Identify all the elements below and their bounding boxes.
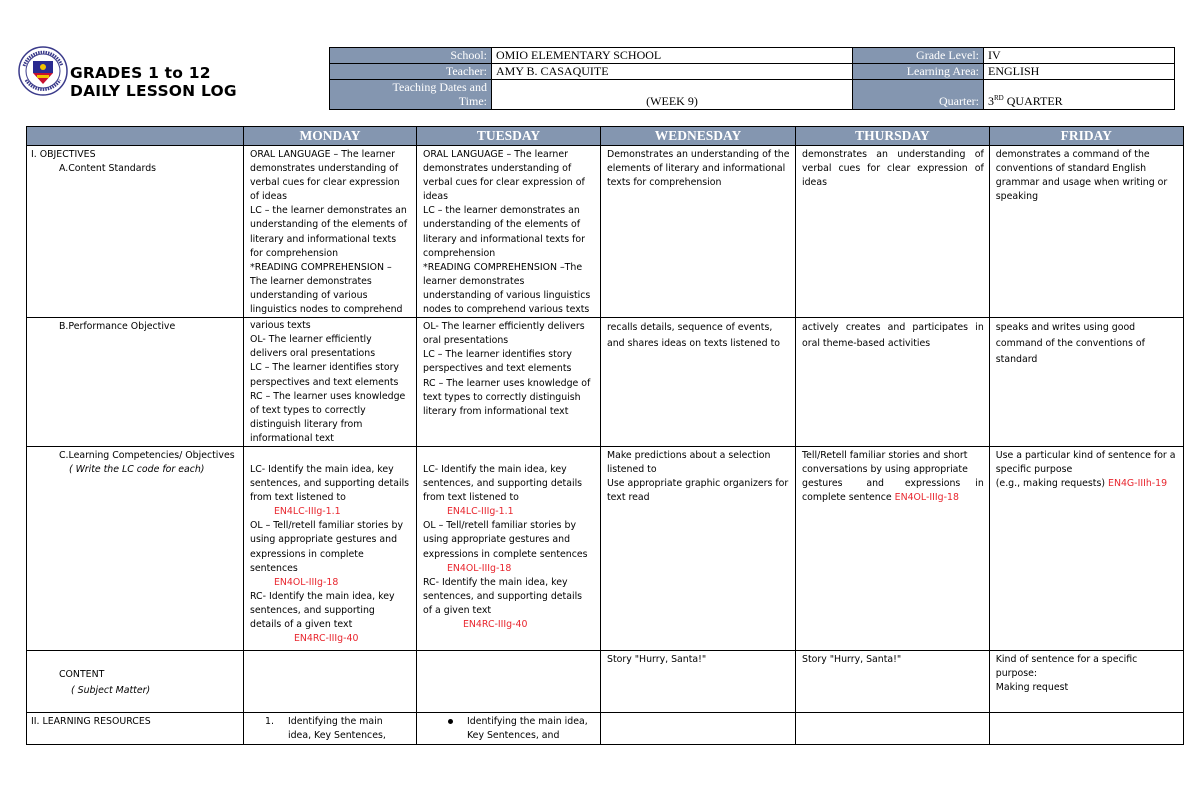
friday-learning-competencies	[989, 446, 1183, 650]
text-line: OL – Tell/retell familiar stories by	[423, 520, 577, 532]
text-line: Key Sentences, and	[467, 730, 560, 742]
quarter-label: Quarter:	[853, 80, 984, 110]
text-line: recalls details, sequence of events,	[607, 322, 773, 334]
tuesday-learning-competencies	[417, 446, 601, 650]
label-content-standards-text: A.Content Standards	[59, 163, 157, 175]
text-line: sentences, and supporting details	[250, 478, 410, 490]
day-header-thursday: THURSDAY	[796, 127, 990, 146]
teacher-value: AMY B. CASAQUITE	[492, 64, 853, 80]
teacher-label: Teacher:	[330, 64, 492, 80]
text-line: Kind of sentence for a specific purpose:	[995, 653, 1138, 680]
lc-code: EN4OL-IIIg-18	[894, 492, 959, 504]
text-line: literary and informational texts for	[423, 233, 585, 245]
text-line: RC – The learner uses knowledge of	[423, 377, 591, 389]
wednesday-performance-objective	[601, 318, 796, 447]
text-line: conversations by using appropriate	[802, 464, 968, 476]
text-line: verbal cues for clear expression	[250, 177, 400, 189]
lc-code: EN4G-IIIh-19	[1108, 478, 1168, 490]
text-fragment: (e.g., making requests)	[995, 478, 1109, 490]
thursday-learning-resources	[796, 712, 990, 744]
text-line: LC- Identify the main idea, key	[423, 463, 567, 475]
tuesday-content	[417, 650, 601, 712]
text-line: various texts	[250, 320, 311, 332]
thursday-content-standards: demonstrates an understanding of verbal cues for clear expression of ideas	[796, 146, 990, 318]
monday-learning-competencies	[244, 446, 417, 650]
text-line: linguistics nodes to comprehend	[250, 304, 403, 316]
text-line: The learner demonstrates	[250, 275, 372, 287]
day-header-friday: FRIDAY	[989, 127, 1183, 146]
text-line: LC – The learner identifies story	[250, 362, 399, 374]
text-line: for comprehension	[250, 247, 339, 259]
monday-content-standards	[244, 146, 417, 318]
quarter-number: 3	[988, 94, 994, 108]
text-line: verbal cues for clear expression of	[423, 177, 585, 189]
text-line: Identifying the main	[288, 715, 383, 727]
deped-seal-logo	[18, 46, 68, 96]
text-line: understanding of the elements of	[250, 219, 408, 231]
thursday-content: Story "Hurry, Santa!"	[796, 650, 990, 712]
row-learning-resources	[27, 712, 1184, 744]
form-title-line2: DAILY LESSON LOG	[70, 82, 237, 100]
text-line: literary and informational texts	[250, 233, 397, 245]
text-line: LC – the learner demonstrates an	[250, 205, 407, 217]
text-line: using appropriate gestures and	[423, 534, 571, 546]
text-line: from text listened to	[423, 492, 519, 504]
friday-learning-resources	[989, 712, 1183, 744]
text-line: sentences, and supporting details	[423, 590, 583, 602]
list-item-text	[467, 715, 588, 743]
text-line: demonstrates understanding of	[250, 163, 399, 175]
text-line: Use a particular kind of sentence for a	[995, 449, 1176, 461]
learning-area-label: Learning Area:	[853, 64, 984, 80]
row-content-standards	[27, 146, 1184, 318]
label-content-text: CONTENT	[59, 668, 105, 680]
text-line: of text types to correctly	[250, 404, 366, 416]
text-line: RC – The learner uses knowledge	[250, 390, 406, 402]
text-line: understanding of various	[250, 289, 368, 301]
wednesday-learning-resources	[601, 712, 796, 744]
text-line: LC – The learner identifies story	[423, 349, 572, 361]
quarter-word: QUARTER	[1003, 94, 1063, 108]
text-line: LC – the learner demonstrates an	[423, 205, 580, 217]
text-line: sentences, and supporting	[250, 604, 375, 616]
form-title-line1: GRADES 1 to 12	[70, 64, 211, 82]
daily-lesson-table	[26, 126, 1184, 745]
text-line: sentences	[250, 562, 298, 574]
monday-performance-objective	[244, 318, 417, 447]
text-line: RC- Identify the main idea, key	[250, 590, 395, 602]
text-line: ORAL LANGUAGE – The learner	[250, 149, 395, 160]
lc-code: EN4LC-IIIg-1.1	[447, 506, 514, 518]
text-line: oral presentations	[423, 335, 509, 347]
text-line: learner demonstrates	[423, 275, 525, 287]
friday-performance-objective: speaks and writes using good command of the conventions of standard	[989, 318, 1183, 447]
monday-learning-resources	[244, 712, 417, 744]
text-line: from text listened to	[250, 492, 346, 504]
text-line: and shares ideas on texts listened to	[607, 338, 781, 350]
lc-code: EN4RC-IIIg-40	[463, 619, 528, 630]
label-learning-competencies-text: C.Learning Competencies/ Objectives	[59, 449, 235, 461]
text-line: ideas	[423, 191, 448, 203]
lc-code: EN4OL-IIIg-18	[274, 576, 339, 588]
thursday-performance-objective: actively creates and participates in oral theme-based activities	[796, 318, 990, 447]
label-subject-matter: ( Subject Matter)	[71, 685, 151, 697]
lc-code: EN4RC-IIIg-40	[294, 633, 359, 645]
row-performance-objective	[27, 318, 1184, 447]
text-line: listened to	[607, 464, 657, 476]
text-line: using appropriate gestures and	[250, 534, 398, 546]
text-line: nodes to comprehend various texts	[423, 304, 590, 316]
list-bullet	[423, 715, 467, 743]
text-line: understanding of various linguistics	[423, 289, 591, 301]
text-line: details of a given text	[250, 619, 353, 630]
text-line: text types to correctly distinguish	[423, 391, 581, 403]
text-line: text read	[607, 492, 650, 504]
school-label: School:	[330, 48, 492, 64]
label-learning-competencies	[27, 446, 244, 650]
list-item	[250, 715, 411, 743]
school-value: OMIO ELEMENTARY SCHOOL	[492, 48, 853, 64]
text-line: perspectives and text elements	[423, 363, 572, 375]
label-content-standards	[27, 146, 244, 318]
quarter-suffix: RD	[994, 94, 1004, 102]
text-line: gestures and expressions in	[802, 478, 984, 490]
text-line: literary from informational text	[423, 405, 569, 417]
text-line: specific purpose	[995, 464, 1073, 476]
lc-code: EN4LC-IIIg-1.1	[274, 506, 341, 518]
list-item-text	[288, 715, 386, 743]
label-performance-objective	[27, 318, 244, 447]
text-line	[802, 491, 984, 505]
friday-content-standards: demonstrates a command of the conventions of standard English grammar and usage when writing or speaking	[989, 146, 1183, 318]
list-number: 1.	[265, 715, 274, 727]
week-value: (WEEK 9)	[492, 80, 853, 110]
grade-level-label: Grade Level:	[853, 48, 984, 64]
text-fragment: complete sentence	[802, 492, 895, 504]
header-blank-cell	[27, 127, 244, 146]
bullet-icon	[448, 719, 453, 724]
row-content	[27, 650, 1184, 712]
text-line: LC- Identify the main idea, key	[250, 463, 394, 475]
tuesday-learning-resources	[417, 712, 601, 744]
learning-area-value: ENGLISH	[984, 64, 1175, 80]
label-performance-objective-text: B.Performance Objective	[59, 321, 176, 333]
day-header-monday: MONDAY	[244, 127, 417, 146]
text-line: *READING COMPREHENSION –The	[423, 261, 583, 273]
grade-level-value: IV	[984, 48, 1175, 64]
monday-content	[244, 650, 417, 712]
text-line: expressions in complete	[250, 548, 364, 560]
quarter-value	[984, 80, 1175, 110]
label-learning-resources: II. LEARNING RESOURCES	[27, 712, 244, 744]
text-line: delivers oral presentations	[250, 348, 376, 360]
day-header-tuesday: TUESDAY	[417, 127, 601, 146]
text-line: of a given text	[423, 604, 492, 616]
text-line: informational text	[250, 432, 334, 444]
text-line: expressions in complete sentences	[423, 548, 588, 560]
list-item	[423, 715, 595, 743]
lc-code: EN4OL-IIIg-18	[447, 562, 512, 574]
text-line: sentences, and supporting details	[423, 478, 583, 490]
thursday-learning-competencies	[796, 446, 990, 650]
text-line: demonstrates understanding of	[423, 163, 572, 175]
teaching-dates-label-line1: Teaching Dates and	[392, 80, 487, 94]
text-line	[996, 477, 1178, 491]
tuesday-performance-objective	[417, 318, 601, 447]
text-line: Identifying the main idea,	[467, 715, 588, 727]
text-line: Use appropriate graphic organizers for	[607, 478, 789, 490]
text-line: understanding of the elements of	[423, 219, 581, 231]
form-title	[70, 64, 237, 100]
text-line: Making request	[995, 682, 1069, 694]
text-line: Tell/Retell familiar stories and short	[802, 449, 968, 461]
teaching-dates-label	[330, 80, 492, 110]
label-lc-code-note: ( Write the LC code for each)	[69, 464, 205, 476]
teaching-dates-label-line2: Time:	[458, 94, 487, 108]
text-line: idea, Key Sentences,	[288, 730, 386, 742]
tuesday-content-standards	[417, 146, 601, 318]
label-objectives: I. OBJECTIVES	[31, 149, 96, 160]
text-line: RC- Identify the main idea, key	[423, 576, 568, 588]
text-line: distinguish literary from	[250, 418, 363, 430]
text-line: perspectives and text elements	[250, 376, 399, 388]
label-content	[27, 650, 244, 712]
day-header-wednesday: WEDNESDAY	[601, 127, 796, 146]
text-line: ORAL LANGUAGE – The learner	[423, 149, 568, 160]
text-line: OL- The learner efficiently	[250, 334, 372, 346]
text-line: comprehension	[423, 247, 496, 259]
friday-content	[989, 650, 1183, 712]
text-line: *READING COMPREHENSION –	[250, 261, 392, 273]
wednesday-content: Story "Hurry, Santa!"	[601, 650, 796, 712]
wednesday-learning-competencies	[601, 446, 796, 650]
text-line: Make predictions about a selection	[607, 449, 771, 461]
row-learning-competencies	[27, 446, 1184, 650]
text-line: OL- The learner efficiently delivers	[423, 321, 585, 333]
text-line: of ideas	[250, 191, 287, 203]
text-line: OL – Tell/retell familiar stories by	[250, 520, 404, 532]
wednesday-content-standards: Demonstrates an understanding of the elements of literary and informational texts for comprehension	[601, 146, 796, 318]
lesson-info-table	[329, 47, 1175, 110]
